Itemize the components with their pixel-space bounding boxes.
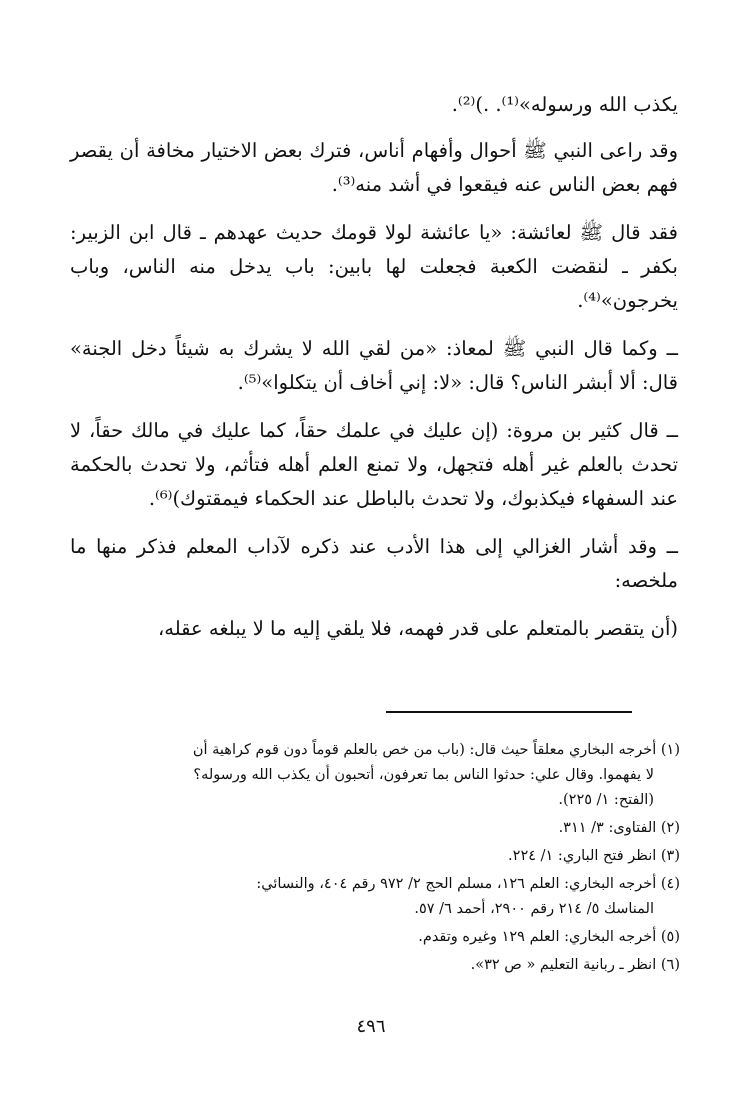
footnote-text: (٣) انظر فتح الباري: ١/ ٢٢٤. bbox=[508, 848, 680, 864]
footnote-5 bbox=[68, 925, 680, 950]
footnote-continuation: المناسك ٥/ ٢١٤ رقم ٢٩٠٠، أحمد ٦/ ٥٧. bbox=[414, 901, 654, 917]
footnotes bbox=[68, 738, 680, 981]
paragraph: يكذب الله ورسوله»⁽¹⁾. .)⁽²⁾. bbox=[451, 93, 678, 116]
footnote-continuation: لا يفهموا. وقال علي: حدثوا الناس بما تعرفون، أتحبون أن يكذب الله ورسوله؟ bbox=[193, 767, 654, 783]
footnote-text: (١) أخرجه البخاري معلقاً حيث قال: (باب من خص بالعلم قوماً دون قوم كراهية أن bbox=[192, 742, 680, 758]
footnote-text: (٢) الفتاوى: ٣/ ٣١١. bbox=[558, 820, 680, 836]
footnote-text: (٥) أخرجه البخاري: العلم ١٢٩ وغيره وتقدم. bbox=[418, 929, 680, 945]
footnote-4 bbox=[68, 872, 680, 922]
paragraph: وقد راعى النبي ﷺ أحوال وأفهام أناس، فترك بعض الاختيار مخافة أن يقصر فهم بعض الناس عنه فيقعوا في أشد منه⁽³⁾. bbox=[70, 139, 678, 196]
footnote-text: (٤) أخرجه البخاري: العلم ١٢٦، مسلم الحج ٢/ ٩٧٢ رقم ٤٠٤، والنسائي: bbox=[256, 876, 680, 892]
footnote-6 bbox=[68, 953, 680, 978]
footnote-text: (٦) انظر ـ ربانية التعليم « ص ٣٢». bbox=[470, 957, 680, 973]
footnote-1 bbox=[68, 738, 680, 813]
paragraph: ــ قال كثير بن مروة: (إن عليك في علمك حقاً، كما عليك في مالك حقاً، لا تحدث بالعلم غير أهله فتجهل، ولا تمنع العلم أهله فتأثم، ولا تحدث بالحكمة عند السفهاء فيكذبوك، ولا تحدث بالباطل عند الحكماء فيمقتوك)⁽⁶⁾. bbox=[70, 419, 678, 510]
paragraph: فقد قال ﷺ لعائشة: «يا عائشة لولا قومك حديث عهدهم ـ قال ابن الزبير: بكفر ـ لنقضت الكعبة فجعلت لها بابين: باب يدخل منه الناس، وباب يخرجون»⁽⁴⁾. bbox=[70, 221, 678, 312]
footnote-divider bbox=[386, 711, 632, 713]
footnote-2 bbox=[68, 816, 680, 841]
page-number: ٤٩٦ bbox=[356, 1016, 386, 1037]
paragraph: ــ وقد أشار الغزالي إلى هذا الأدب عند ذكره لآداب المعلم فذكر منها ما ملخصه: bbox=[70, 535, 678, 592]
footnote-continuation: (الفتح: ١/ ٢٢٥). bbox=[558, 792, 654, 808]
footnote-3 bbox=[68, 844, 680, 869]
paragraph: ــ وكما قال النبي ﷺ لمعاذ: «من لقي الله لا يشرك به شيئاً دخل الجنة» قال: ألا أبشر الناس؟ قال: «لا: إني أخاف أن يتكلوا»⁽⁵⁾. bbox=[70, 337, 678, 394]
paragraph: (أن يتقصر بالمتعلم على قدر فهمه، فلا يلقي إليه ما لا يبلغه عقله، bbox=[157, 617, 678, 640]
main-text bbox=[70, 88, 678, 660]
